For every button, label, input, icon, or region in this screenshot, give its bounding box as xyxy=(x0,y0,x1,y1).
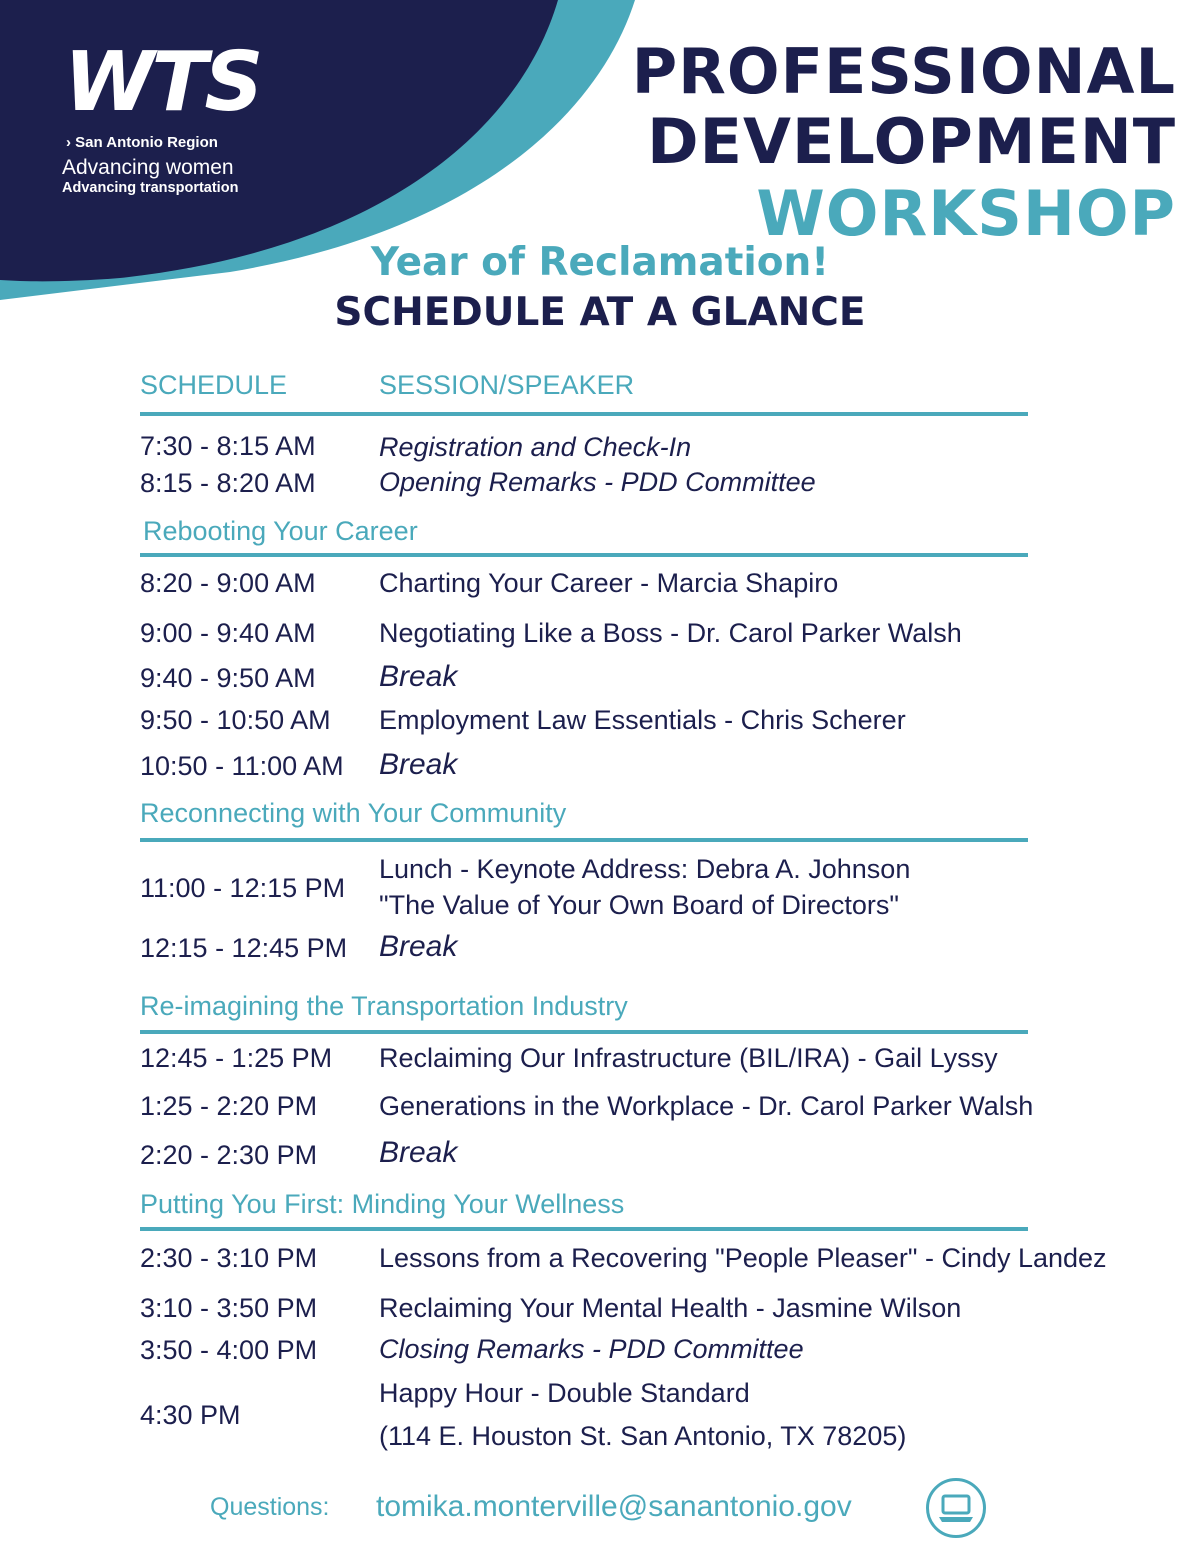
row-session: Registration and Check-In xyxy=(379,432,692,462)
row-session: Break xyxy=(379,1136,458,1169)
row-session: Break xyxy=(379,748,458,781)
laptop-icon xyxy=(926,1478,986,1538)
row-time: 2:30 - 3:10 PM xyxy=(140,1243,318,1273)
divider xyxy=(140,1227,1028,1231)
divider xyxy=(140,838,1028,842)
row-time: 4:30 PM xyxy=(140,1400,241,1430)
logo-tagline-1: Advancing women xyxy=(62,156,234,179)
row-session: Reclaiming Your Mental Health - Jasmine Wilson xyxy=(379,1293,962,1323)
section-heading: Putting You First: Minding Your Wellness xyxy=(140,1189,625,1219)
row-time: 3:10 - 3:50 PM xyxy=(140,1293,318,1323)
row-time: 9:00 - 9:40 AM xyxy=(140,618,316,648)
column-header-session: SESSION/SPEAKER xyxy=(379,370,635,400)
row-session: Closing Remarks - PDD Committee xyxy=(379,1334,804,1364)
column-header-schedule: SCHEDULE xyxy=(140,370,288,400)
row-time: 1:25 - 2:20 PM xyxy=(140,1091,318,1121)
row-session: Reclaiming Our Infrastructure (BIL/IRA) - Gail Lyssy xyxy=(379,1043,998,1073)
questions-label: Questions: xyxy=(210,1493,330,1521)
divider xyxy=(140,553,1028,557)
row-time: 11:00 - 12:15 PM xyxy=(140,873,346,903)
row-session-line-2: "The Value of Your Own Board of Directors" xyxy=(379,890,899,920)
logo-tagline-2: Advancing transportation xyxy=(62,180,239,196)
row-time: 12:15 - 12:45 PM xyxy=(140,933,348,963)
row-time: 10:50 - 11:00 AM xyxy=(140,751,344,781)
section-heading: Reconnecting with Your Community xyxy=(140,798,567,828)
venue-address: (114 E. Houston St. San Antonio, TX 78205) xyxy=(379,1421,907,1451)
title-line-2: DEVELOPMENT xyxy=(647,105,1176,178)
logo-region: › San Antonio Region xyxy=(66,134,218,151)
row-session: Break xyxy=(379,660,458,693)
row-session: Employment Law Essentials - Chris Scherer xyxy=(379,705,906,735)
row-session: Negotiating Like a Boss - Dr. Carol Parker Walsh xyxy=(379,618,962,648)
section-heading: Rebooting Your Career xyxy=(143,516,418,546)
row-time: 12:45 - 1:25 PM xyxy=(140,1043,333,1073)
title-line-3: WORKSHOP xyxy=(756,177,1176,250)
row-session: Lessons from a Recovering "People Pleaser" - Cindy Landez xyxy=(379,1243,1107,1273)
row-session: Happy Hour - Double Standard xyxy=(379,1378,750,1408)
row-session: Opening Remarks - PDD Committee xyxy=(379,467,816,497)
title-line-1: PROFESSIONAL xyxy=(631,35,1176,108)
row-session: Break xyxy=(379,930,458,963)
contact-email-link[interactable]: tomika.monterville@sanantonio.gov xyxy=(376,1490,852,1523)
schedule-heading: SCHEDULE AT A GLANCE xyxy=(334,290,866,335)
row-session: Lunch - Keynote Address: Debra A. Johnson xyxy=(379,854,911,884)
row-time: 3:50 - 4:00 PM xyxy=(140,1335,318,1365)
row-time: 9:50 - 10:50 AM xyxy=(140,705,331,735)
row-session: Charting Your Career - Marcia Shapiro xyxy=(379,568,839,598)
divider xyxy=(140,1030,1028,1034)
row-time: 8:15 - 8:20 AM xyxy=(140,468,316,498)
section-heading: Re-imagining the Transportation Industry xyxy=(140,991,628,1021)
row-session: Generations in the Workplace - Dr. Carol Parker Walsh xyxy=(379,1091,1034,1121)
divider xyxy=(140,412,1028,416)
row-time: 9:40 - 9:50 AM xyxy=(140,663,316,693)
row-time: 8:20 - 9:00 AM xyxy=(140,568,316,598)
row-time: 7:30 - 8:15 AM xyxy=(140,431,316,461)
wts-logo: WTS xyxy=(64,35,261,130)
theme-heading: Year of Reclamation! xyxy=(370,240,830,285)
row-time: 2:20 - 2:30 PM xyxy=(140,1140,318,1170)
